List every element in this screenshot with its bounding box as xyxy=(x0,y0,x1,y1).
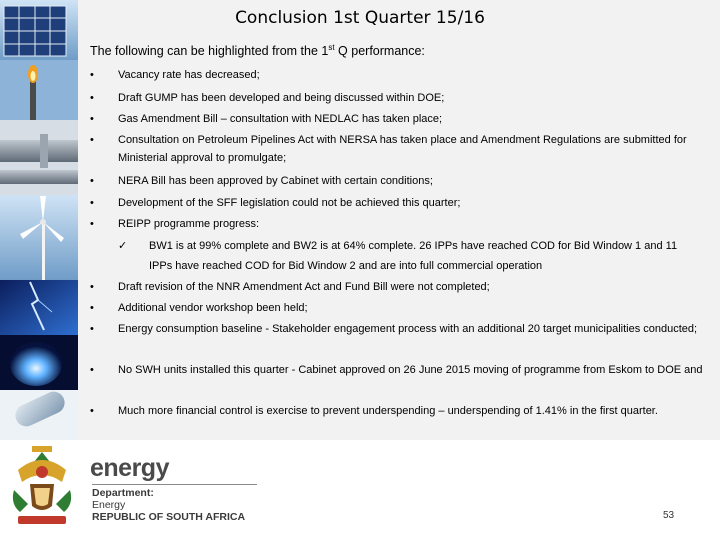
bullet-icon: • xyxy=(90,134,94,146)
bullet-icon: • xyxy=(90,175,94,187)
list-item-text: Additional vendor workshop been held; xyxy=(118,302,308,314)
energy-photos xyxy=(0,0,78,440)
checkmark-icon: ✓ xyxy=(118,240,128,252)
list-item-text: Draft revision of the NNR Amendment Act and Fund Bill were not completed; xyxy=(118,281,490,293)
bullet-icon: • xyxy=(90,92,94,104)
bullet-icon: • xyxy=(90,364,94,376)
list-item-text: NERA Bill has been approved by Cabinet with certain conditions; xyxy=(118,175,433,187)
bullet-icon: • xyxy=(90,197,94,209)
list-item-text: Development of the SFF legislation could not be achieved this quarter; xyxy=(118,197,461,209)
bullet-icon: • xyxy=(90,113,94,125)
page-title: Conclusion 1st Quarter 15/16 xyxy=(235,8,485,28)
bullet-icon: • xyxy=(90,323,94,335)
intro-before: The following can be highlighted from the 1 xyxy=(90,44,329,59)
country-name: REPUBLIC OF SOUTH AFRICA xyxy=(92,511,246,523)
intro-after: Q performance: xyxy=(334,44,425,59)
decorative-photo-strip xyxy=(0,0,78,440)
list-item-text: No SWH units installed this quarter - Cabinet approved on 26 June 2015 moving of programme from Eskom to DOE and xyxy=(118,364,703,376)
department-label: Department: xyxy=(92,487,154,499)
intro-text xyxy=(90,43,425,58)
list-item-text: Draft GUMP has been developed and being discussed within DOE; xyxy=(118,92,445,104)
bullet-icon: • xyxy=(90,405,94,417)
list-item-text: Consultation on Petroleum Pipelines Act with NERSA has taken place and Amendment Regulations are submitted for Ministerial approval to promulgate; xyxy=(118,134,687,164)
list-item-text: Much more financial control is exercise to prevent underspending – underspending of 1.41% in the first quarter. xyxy=(118,405,658,417)
intro-sup: st xyxy=(328,43,335,52)
list-item-text: Vacancy rate has decreased; xyxy=(118,69,260,81)
list-item-text: REIPP programme progress: xyxy=(118,218,260,230)
brand-divider xyxy=(92,484,257,485)
bullet-icon: • xyxy=(90,69,94,81)
page-number: 53 xyxy=(663,510,675,521)
bullet-icon: • xyxy=(90,302,94,314)
bullet-icon: • xyxy=(90,281,94,293)
coat-of-arms-logo xyxy=(8,442,76,532)
bullet-icon: • xyxy=(90,218,94,230)
department-name: Energy xyxy=(92,499,126,511)
list-item-text: Gas Amendment Bill – consultation with NEDLAC has taken place; xyxy=(118,113,443,125)
list-item-text: Energy consumption baseline - Stakeholder engagement process with an additional 20 target municipalities conducted; xyxy=(118,323,698,335)
brand-wordmark: energy xyxy=(90,454,169,482)
sub-list-item-text: BW1 is at 99% complete and BW2 is at 64% complete. 26 IPPs have reached COD for Bid Window 1 and 11 IPPs have reached COD for Bid Window 2 and are into full commercial operation xyxy=(149,240,678,272)
